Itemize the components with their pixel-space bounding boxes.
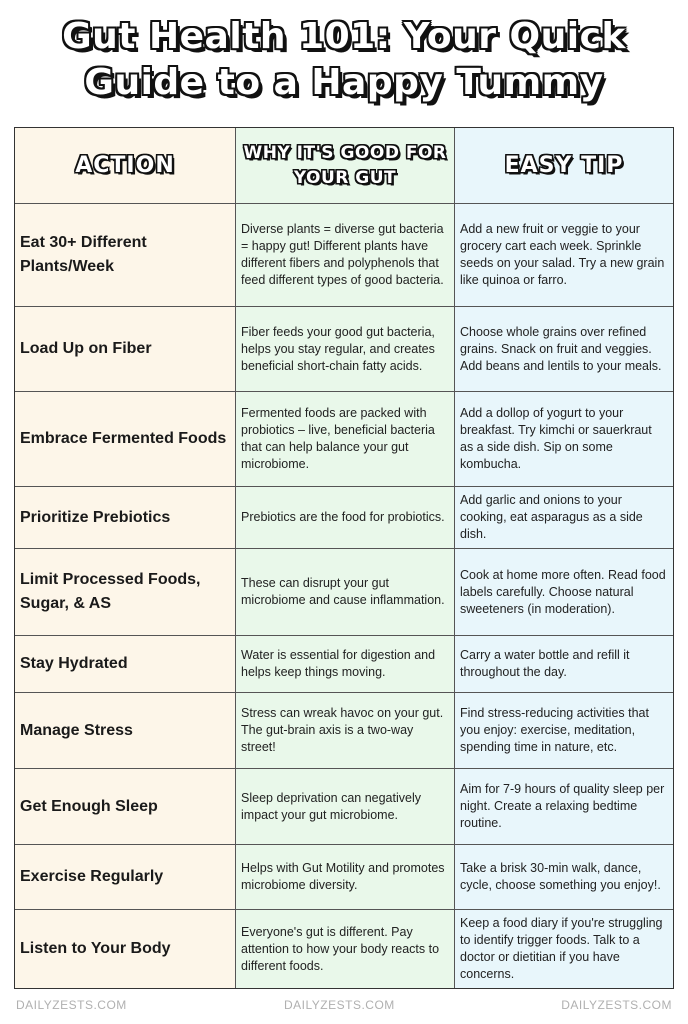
row-tip: Cook at home more often. Read food labels carefully. Choose natural sweeteners (in moderation). [455, 549, 673, 636]
row-action: Listen to Your Body [15, 910, 236, 988]
row-tip: Keep a food diary if you're struggling to identify trigger foods. Talk to a doctor or dietitian if you have concerns. [455, 910, 673, 988]
row-tip: Aim for 7-9 hours of quality sleep per night. Create a relaxing bedtime routine. [455, 769, 673, 845]
row-why: Diverse plants = diverse gut bacteria = happy gut! Different plants have different fibers and polyphenols that feed different types of good bacteria. [236, 204, 455, 307]
page-title [0, 14, 688, 106]
footer-watermark: DAILYZESTS.COM [284, 998, 395, 1012]
row-action: Limit Processed Foods, Sugar, & AS [15, 549, 236, 636]
header-action: ACTION [15, 128, 236, 204]
row-action: Prioritize Prebiotics [15, 487, 236, 549]
row-action: Get Enough Sleep [15, 769, 236, 845]
page-title-line-2: Guide to a Happy Tummy [84, 62, 604, 103]
row-tip: Add a new fruit or veggie to your grocery cart each week. Sprinkle seeds on your salad. Try a new grain like quinoa or farro. [455, 204, 673, 307]
row-why: Helps with Gut Motility and promotes microbiome diversity. [236, 845, 455, 910]
row-why: Fermented foods are packed with probiotics – live, beneficial bacteria that can help balance your gut microbiome. [236, 392, 455, 487]
row-action: Exercise Regularly [15, 845, 236, 910]
row-action: Embrace Fermented Foods [15, 392, 236, 487]
row-tip: Add a dollop of yogurt to your breakfast. Try kimchi or sauerkraut as a side dish. Sip on some kombucha. [455, 392, 673, 487]
row-why: These can disrupt your gut microbiome and cause inflammation. [236, 549, 455, 636]
row-tip: Add garlic and onions to your cooking, eat asparagus as a side dish. [455, 487, 673, 549]
row-tip: Carry a water bottle and refill it throughout the day. [455, 636, 673, 693]
row-why: Water is essential for digestion and helps keep things moving. [236, 636, 455, 693]
header-tip: EASY TIP [455, 128, 673, 204]
row-action: Load Up on Fiber [15, 307, 236, 392]
row-why: Prebiotics are the food for probiotics. [236, 487, 455, 549]
row-action: Stay Hydrated [15, 636, 236, 693]
page-title-line-1: Gut Health 101: Your Quick [62, 16, 626, 57]
header-why: WHY IT'S GOOD FOR YOUR GUT [236, 128, 455, 204]
footer [0, 998, 688, 1018]
row-action: Manage Stress [15, 693, 236, 769]
row-why: Stress can wreak havoc on your gut. The gut-brain axis is a two-way street! [236, 693, 455, 769]
footer-watermark: DAILYZESTS.COM [561, 998, 672, 1012]
row-why: Fiber feeds your good gut bacteria, helps you stay regular, and creates beneficial short-chain fatty acids. [236, 307, 455, 392]
row-action: Eat 30+ Different Plants/Week [15, 204, 236, 307]
row-why: Everyone's gut is different. Pay attention to how your body reacts to different foods. [236, 910, 455, 988]
row-tip: Choose whole grains over refined grains. Snack on fruit and veggies. Add beans and lentils to your meals. [455, 307, 673, 392]
row-tip: Take a brisk 30-min walk, dance, cycle, choose something you enjoy!. [455, 845, 673, 910]
row-tip: Find stress-reducing activities that you enjoy: exercise, meditation, spending time in nature, etc. [455, 693, 673, 769]
gut-health-table [14, 127, 674, 989]
row-why: Sleep deprivation can negatively impact your gut microbiome. [236, 769, 455, 845]
footer-watermark: DAILYZESTS.COM [16, 998, 127, 1012]
